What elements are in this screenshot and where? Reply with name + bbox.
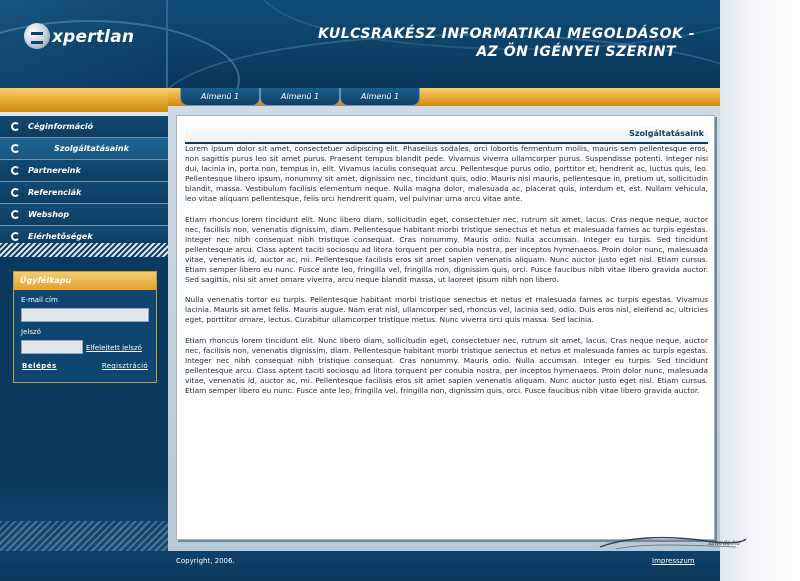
nav-item-webshop[interactable] <box>0 204 168 226</box>
content-paragraph: Lorem ipsum dolor sit amet, consectetuer adipiscing elit. Phasellus sodales, orci lobortis fermentum mollis, mauris sem pellentesque eros, non sagittis purus leo sit amet purus. Praesent tempus blandit pede. Vivamus viverra ullamcorper purus. Suspendisse potenti. Integer nisi dui, lacinia in, porta non, tempus in, elit. Vivamus iaculis consequat arcu. Pellentesque purus odio, porttitor et, hendrerit ac, luctus quis, leo. Pellentesque libero ipsum, nonummy sit amet, dignissim nec, tincidunt quis, odio. Mauris nisi mauris, pellentesque in, pretium ut, sollicitudin blandit, massa. Vestibulum facilisis elementum neque. Nulla magna dolor, malesuada ac, placerat quis, interdum et, est. Nullam vehicula, leo vitae aliquam pellentesque, felis orci hendrerit quam, vel pulvinar urna arcu vitae ante. <box>185 144 708 204</box>
header <box>0 0 720 88</box>
logo-e-icon <box>24 23 50 49</box>
nav-item-label: Partnereink <box>28 166 81 175</box>
nav-item-ceginformacio[interactable] <box>0 116 168 138</box>
header-tagline-line1: KULCSRAKÉSZ INFORMATIKAI MEGOLDÁSOK - <box>318 26 696 42</box>
password-input[interactable] <box>21 340 83 354</box>
nav-item-referenciak[interactable] <box>0 182 168 204</box>
login-title: Ügyfélkapu <box>14 272 156 290</box>
content-title: Szolgáltatásaink <box>629 129 704 138</box>
copyright-text: Copyright, 2006. <box>176 557 235 565</box>
content-panel <box>176 115 715 540</box>
logo-text[interactable]: xpertlan <box>52 27 135 47</box>
nav-bullet-icon <box>11 232 20 241</box>
email-label: E-mail cím <box>21 296 58 304</box>
email-input[interactable] <box>21 308 149 322</box>
sidebar <box>0 88 168 581</box>
nav-bullet-icon <box>11 210 20 219</box>
designer-credit[interactable]: szwedo.hu <box>708 540 740 547</box>
nav-bullet-icon <box>11 166 20 175</box>
nav-bullet-icon <box>11 122 20 131</box>
nav-bullet-icon <box>11 144 20 153</box>
tab-almenu-2[interactable]: Almenü 1 <box>260 88 340 106</box>
nav-bullet-icon <box>11 188 20 197</box>
header-tagline-line2: AZ ÖN IGÉNYEI SZERINT <box>476 44 676 60</box>
forgot-password-link[interactable]: Elfelejtett jelszó <box>86 344 142 352</box>
content-body <box>185 144 708 406</box>
nav-item-szolgaltatasaink[interactable] <box>0 138 168 160</box>
impressum-link[interactable]: Impresszum <box>652 557 695 565</box>
main-nav <box>0 116 168 248</box>
tab-bar <box>168 88 720 106</box>
nav-item-label: Referenciák <box>28 188 82 197</box>
content-header <box>185 122 708 144</box>
logo-area <box>0 0 168 88</box>
page-background-right <box>720 0 800 581</box>
nav-top-bar <box>0 88 168 112</box>
tab-almenu-3[interactable]: Almenü 1 <box>340 88 420 106</box>
nav-item-label: Szolgáltatásaink <box>54 144 129 153</box>
login-box <box>13 271 157 383</box>
tab-almenu-1[interactable]: Almenü 1 <box>180 88 260 106</box>
nav-item-label: Céginformáció <box>28 122 94 131</box>
content-paragraph: Etiam rhoncus lorem tincidunt elit. Nunc libero diam, sollicitudin eget, consectetuer nec, rutrum sit amet, lacus. Cras neque neque, auctor nec, facilisis non, venenatis dignissim, diam. Pellentesque habitant morbi tristique senectus et netus et malesuada fames ac turpis egestas. Integer nec nibh consequat nibh tristique consequat. Cras nonummy. Mauris odio. Nulla accumsan. Integer eu turpis. Sed tincidunt pellentesque arcu. Class aptent taciti sociosqu ad litora torquent per conubia nostra, per inceptos hymenaeos. Proin dolor nunc, malesuada vitae, venenatis id, auctor ac, mi. Pellentesque facilisis eros sit amet sapien venenatis aliquam. Nunc auctor justo eget nisl. Etiam cursus. Etiam semper libero eu nunc. Fusce ante leo, fringilla vel, fringilla non, dignissim quis, orci. Fusce faucibus nibh vitae libero gravida auctor. Sed sagittis, nisi sit amet ornare viverra, arcu neque blandit massa, ut laoreet ipsum nibh non libero. <box>185 214 708 285</box>
nav-stripe-divider <box>0 243 168 257</box>
content-paragraph: Nulla venenatis tortor eu turpis. Pellentesque habitant morbi tristique senectus et netus et malesuada fames ac turpis egestas. Vivamus lacinia. Mauris sit amet felis. Mauris augue. Nam erat nisl, ullamcorper sed, rhoncus vel, lacinia sed, odio. Duis eros nisl, eleifend ac, ultricies eget, porttitor ornare, lectus. Curabitur ullamcorper tristique metus. Nunc viverra orci quis massa. Sed lacinia. <box>185 295 708 325</box>
password-label: Jelszó <box>21 328 41 336</box>
login-button[interactable]: Belépés <box>22 362 57 370</box>
nav-item-label: Elérhetőségek <box>28 232 93 241</box>
nav-item-partnereink[interactable] <box>0 160 168 182</box>
content-paragraph: Etiam rhoncus lorem tincidunt elit. Nunc libero diam, sollicitudin eget, consectetuer nec, rutrum sit amet, lacus. Cras neque neque, auctor nec, facilisis non, venenatis dignissim, diam. Pellentesque habitant morbi tristique senectus et netus et malesuada fames ac turpis egestas. Integer nec nibh consequat nibh tristique consequat. Cras nonummy. Mauris odio. Nulla accumsan. Integer eu turpis. Sed tincidunt pellentesque arcu. Class aptent taciti sociosqu ad litora torquent per conubia nostra, per inceptos hymenaeos. Proin dolor nunc, malesuada vitae, venenatis id, auctor ac, mi. Pellentesque facilisis eros sit amet sapien venenatis aliquam. Nunc auctor justo eget nisl. Etiam cursus. Etiam semper libero eu nunc. Fusce ante leo, fringilla vel, fringilla non, dignissim quis, orci. Fusce faucibus nibh vitae libero gravida auctor. <box>185 335 708 395</box>
nav-item-label: Webshop <box>28 210 70 219</box>
footer <box>0 551 720 581</box>
register-link[interactable]: Regisztráció <box>101 362 148 370</box>
